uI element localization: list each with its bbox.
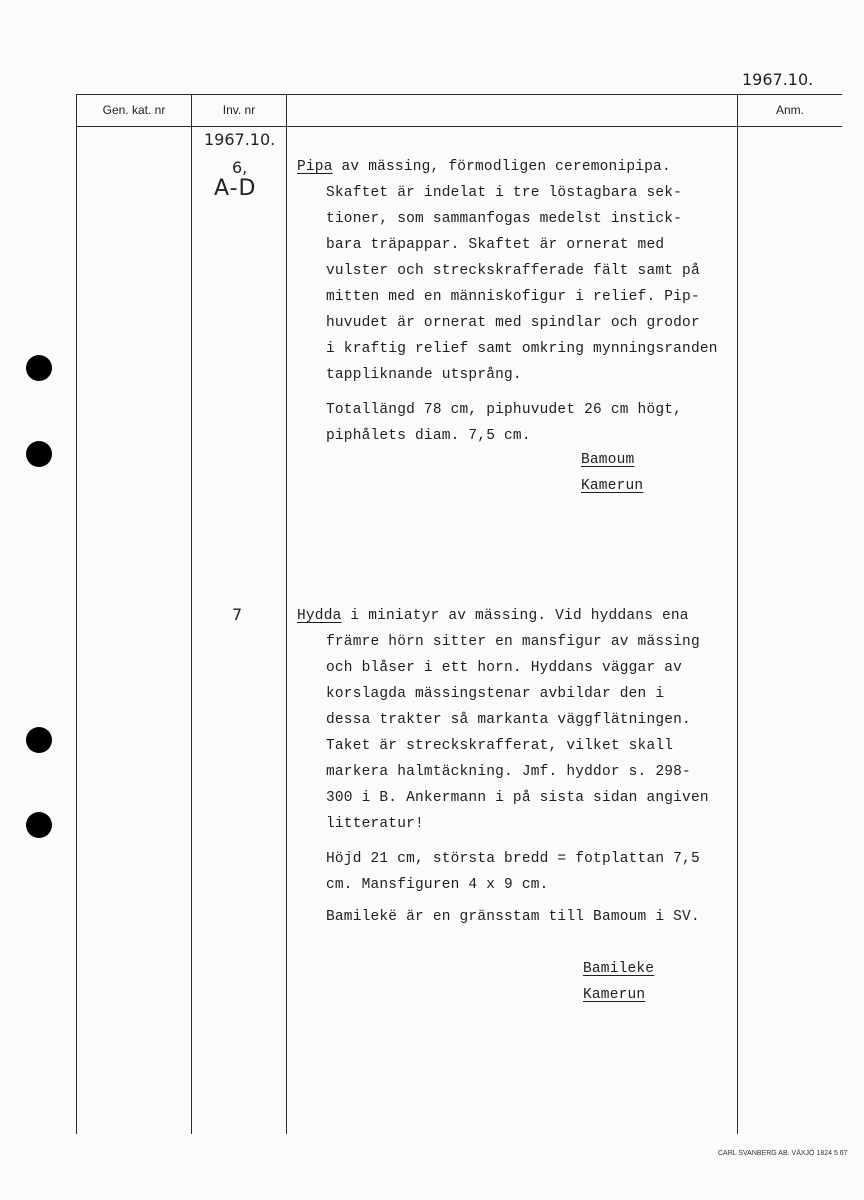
column-header-gen-kat: Gen. kat. nr [102,103,166,117]
entry1-line: tioner, som sammanfogas medelst instick- [326,211,683,227]
printer-mark: CARL SVANBERG AB. VÄXJÖ 1824 5 67 [718,1150,848,1157]
entry1-inv-number: 6, [232,158,248,177]
entry1-country: Kamerun [581,478,644,494]
entry2-line: 300 i B. Ankermann i på sista sidan angiven [326,790,709,806]
entry2-line: i miniatyr av mässing. Vid hyddans ena [341,608,689,624]
punch-hole [26,441,52,467]
entry1-line: av mässing, förmodligen ceremonipipa. [332,159,671,175]
entry1-line: mitten med en människofigur i relief. Pip- [326,289,700,305]
top-right-number: 1967.10. [742,70,814,89]
column-header-anm: Anm. [775,103,804,117]
punch-hole [26,727,52,753]
entry1-line: vulster och streckskrafferade fält samt på [326,263,700,279]
column-divider [737,94,738,1134]
entry1-line: huvudet är ornerat med spindlar och grodor [326,315,700,331]
entry1-measure-line: Totallängd 78 cm, piphuvudet 26 cm högt, [326,402,683,418]
column-divider [286,94,287,1134]
entry1-title-word: Pipa [297,159,333,175]
entry2-title-word: Hydda [297,608,342,624]
entry2-line: och blåser i ett horn. Hyddans väggar av [326,660,683,676]
entry1-line: Skaftet är indelat i tre löstagbara sek- [326,185,683,201]
entry1-place: Bamoum [581,452,635,468]
entry2-line: korslagda mässingstenar avbildar den i [326,686,665,702]
entry2-inv-number: 7 [232,605,243,624]
entry2-line: litteratur! [326,816,424,832]
entry1-inv-year: 1967.10. [204,130,276,149]
entry2-line: Taket är streckskrafferat, vilket skall [326,738,674,754]
entry2-first-line [297,603,689,629]
entry1-measure-line: piphålets diam. 7,5 cm. [326,428,531,444]
punch-hole [26,812,52,838]
entry2-country: Kamerun [583,987,646,1003]
entry1-line: tappliknande utsprång. [326,367,522,383]
entry2-place: Bamileke [583,961,655,977]
table-left-border [76,94,77,1134]
entry2-line: dessa trakter så markanta väggflätningen. [326,712,691,728]
column-divider [191,94,192,1134]
entry2-measure-line: cm. Mansfiguren 4 x 9 cm. [326,877,549,893]
entry2-line: främre hörn sitter en mansfigur av mässing [326,634,700,650]
entry1-line: bara träpappar. Skaftet är ornerat med [326,237,665,253]
punch-hole [26,355,52,381]
entry1-line: i kraftig relief samt omkring mynningsranden [326,341,718,357]
entry2-note: Bamilekë är en gränsstam till Bamoum i SV. [326,909,700,925]
entry1-inv-suffix: A-D [214,176,257,201]
entry2-line: markera halmtäckning. Jmf. hyddor s. 298- [326,764,691,780]
entry2-measure-line: Höjd 21 cm, största bredd = fotplattan 7,5 [326,851,700,867]
column-header-inv: Inv. nr [222,103,256,117]
entry1-first-line [297,154,671,180]
